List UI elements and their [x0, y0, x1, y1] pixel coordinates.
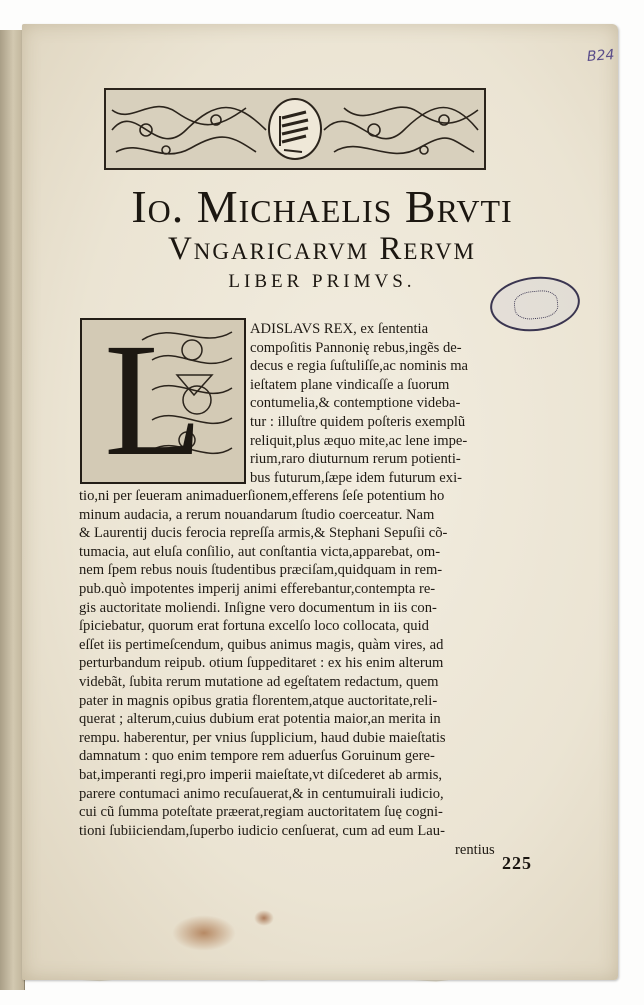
body-line: tumacia, aut eluſa conſilio, aut conſtantia victa,apparebat, om- — [79, 543, 441, 560]
body-line: tio,ni per ſeueram animaduerſionem,efferens ſeſe potentium ho — [79, 488, 445, 504]
title-work: Vngaricarvm Rervm — [167, 231, 477, 267]
intro-line: ADISLAVS REX, ex ſententia — [250, 321, 429, 337]
decorated-initial-block — [80, 311, 246, 490]
intro-line: reliquit,plus æquo mite,ac lene impe- — [250, 432, 468, 449]
intro-line: contumelia,& contemptione videba- — [250, 395, 461, 412]
body-line: tioni ſubiiciendam,ſuperbo iudicio cenſuerat, cum ad eum Lau- — [79, 822, 445, 839]
intro-line: rium,raro diuturnum rerum potienti- — [250, 451, 461, 468]
page-stain — [254, 910, 274, 926]
body-line: bat,imperanti regi,pro imperii maieſtate,vt diſcederet ab armis, — [79, 766, 443, 783]
body-line: querat ; alterum,cuius dubium erat potentia maior,an merita in — [79, 711, 441, 728]
body-line: pater in magnis opibus gratia florentem,atque auctoritate,reli- — [79, 692, 438, 709]
body-line: eſſet iis pertimeſcendum, quibus animus magis, quàm vires, ad — [79, 636, 444, 653]
coat-of-arms-emblem — [269, 99, 321, 159]
intro-line: tur : illuſtre quidem poſteris exemplũ — [250, 413, 466, 430]
page-stain — [172, 915, 236, 951]
body-line: videbãt, ſubita rerum mutatione ad egeſtatem redactum, quem — [79, 673, 439, 690]
drop-cap-letter: L — [104, 311, 203, 490]
intro-line: bus futurum,ſæpe idem futurum exi- — [250, 469, 462, 486]
body-line: pub.quò impotentes imperij animi efferebantur,contempta re- — [79, 580, 436, 597]
body-line: cui cũ ſumma poteſtate præerat,regiam auctoritatem ſuę cogni- — [79, 804, 443, 821]
body-line: rempu. haberentur, per vnius ſupplicium, haud dubie maieſtatis — [79, 729, 446, 746]
body-line: nem ſpem rebus nouis ſtudentibus præciſam,quidquam in rem- — [79, 562, 443, 579]
intro-text-block — [250, 320, 490, 487]
title-author: Io. Michaelis Brvti — [131, 181, 513, 232]
floral-ornament-graphic — [106, 90, 484, 168]
intro-line: compoſitis Pannonię rebus,ingẽs de- — [250, 339, 462, 356]
ornamental-headpiece — [104, 88, 486, 170]
body-line: gis auctoritate moliendi. Inſigne vero documentum in iis con- — [79, 599, 437, 616]
intro-line: ieſtatem plane vindicaſſe a ſuorum — [250, 376, 450, 393]
page-number: 225 — [502, 853, 532, 873]
handwritten-folio-annotation: B24 — [586, 47, 615, 65]
body-line: & Laurentij ducis ferocia repreſſa armis,& Stephani Sepuſii cõ- — [79, 525, 448, 542]
body-line: parere contumaci animo recuſauerat,& in centumuirali iudicio, — [79, 785, 444, 802]
body-line: damnatum : quo enim tempore rem aduerſus Goruinum gere- — [79, 748, 435, 765]
catchword: rentius — [455, 842, 495, 858]
intro-line: decus e regia ſuſtuliſſe,ac nominis ma — [250, 358, 469, 375]
title-book-number: LIBER PRIMVS. — [228, 271, 416, 292]
body-text-block — [79, 487, 489, 840]
body-line: perturbandum reipub. otium ſuppeditaret : ex his enim alterum — [79, 655, 444, 672]
body-line: minum audacia, a rerum nouandarum ſtudio coerceatur. Nam — [79, 506, 435, 523]
body-line: ſpiciebatur, quorum erat fortuna excelſo loco collocata, quid — [79, 618, 429, 635]
